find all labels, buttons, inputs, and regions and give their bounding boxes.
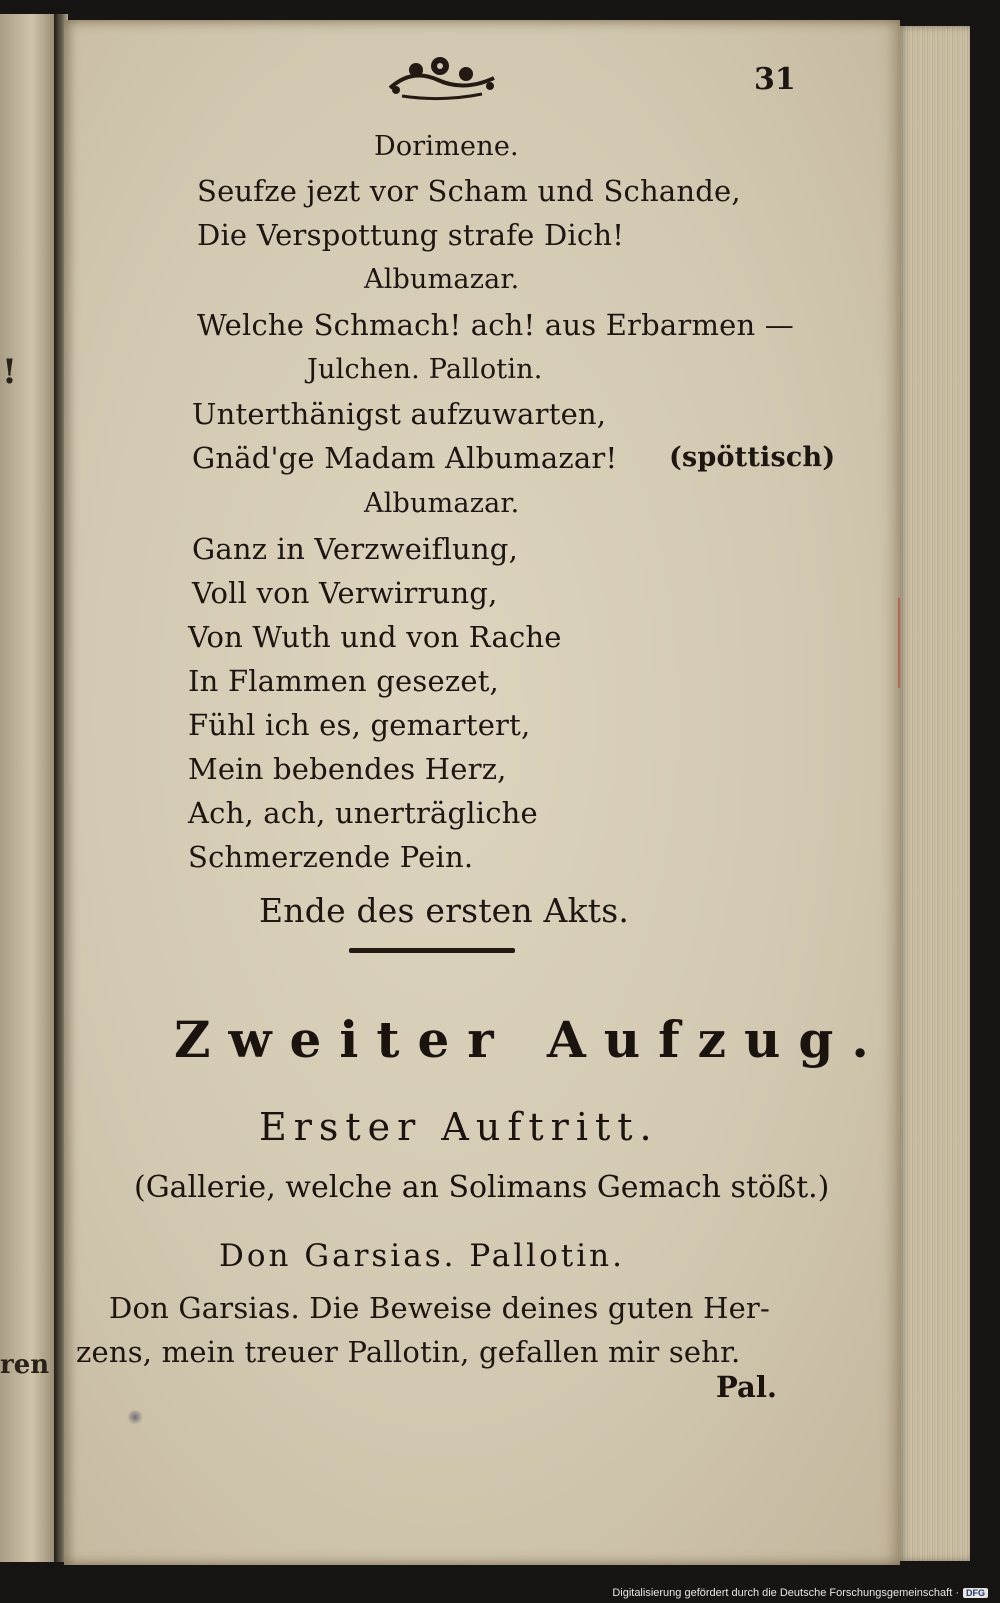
verse-line: Fühl ich es, gemartert, — [188, 708, 531, 742]
stage-direction-inline: (spöttisch) — [669, 442, 836, 473]
verse-line: Die Verspottung strafe Dich! — [197, 218, 625, 252]
left-page-edge — [0, 14, 58, 1562]
verse-line: Von Wuth und von Rache — [188, 620, 562, 654]
act-title: Zweiter Aufzug. — [174, 1010, 887, 1069]
red-mark — [898, 598, 900, 688]
verse-line: Schmerzende Pein. — [188, 840, 474, 874]
verse-line: In Flammen gesezet, — [188, 664, 499, 698]
digitization-footer — [612, 1587, 988, 1599]
left-page-fragment: ren — [0, 1350, 50, 1380]
floral-ornament-icon — [382, 50, 502, 106]
page-number: 31 — [754, 62, 796, 97]
dfg-logo: DFG — [963, 1588, 988, 1598]
speaker-name: Julchen. Pallotin. — [307, 354, 543, 385]
ink-stain — [126, 1410, 144, 1424]
verse-line: Seufze jezt vor Scham und Schande, — [197, 174, 741, 208]
speaker-name: Albumazar. — [364, 488, 520, 519]
footer-text: Digitalisierung gefördert durch die Deutsche Forschungsgemeinschaft · — [612, 1587, 959, 1599]
verse-line: Mein bebendes Herz, — [188, 752, 507, 786]
persons-list: Don Garsias. Pallotin. — [219, 1238, 625, 1274]
speaker-name: Albumazar. — [364, 264, 520, 295]
verse-line: Ganz in Verzweiflung, — [192, 532, 518, 566]
verse-line: Welche Schmach! ach! aus Erbarmen — — [197, 308, 794, 342]
speaker-name: Dorimene. — [374, 131, 519, 162]
verse-line: Unterthänigst aufzuwarten, — [192, 397, 607, 431]
left-page-fragment: ! — [2, 352, 17, 392]
dialogue-line: zens, mein treuer Pallotin, gefallen mir sehr. — [76, 1335, 741, 1369]
catchword: Pal. — [716, 1370, 777, 1404]
stage-direction: (Gallerie, welche an Solimans Gemach stößt.) — [134, 1170, 830, 1205]
verse-line: Ach, ach, unerträgliche — [188, 796, 538, 830]
scene-title: Erster Auftritt. — [259, 1105, 659, 1149]
divider-rule — [349, 948, 515, 953]
verse-line: Voll von Verwirrung, — [192, 576, 498, 610]
verse-line: Gnäd'ge Madam Albumazar! — [192, 441, 618, 475]
book-page — [64, 20, 900, 1565]
end-of-act: Ende des ersten Akts. — [259, 891, 630, 930]
page-stack-edges — [898, 26, 970, 1561]
dialogue-line: Don Garsias. Die Beweise deines guten Her- — [109, 1291, 770, 1325]
